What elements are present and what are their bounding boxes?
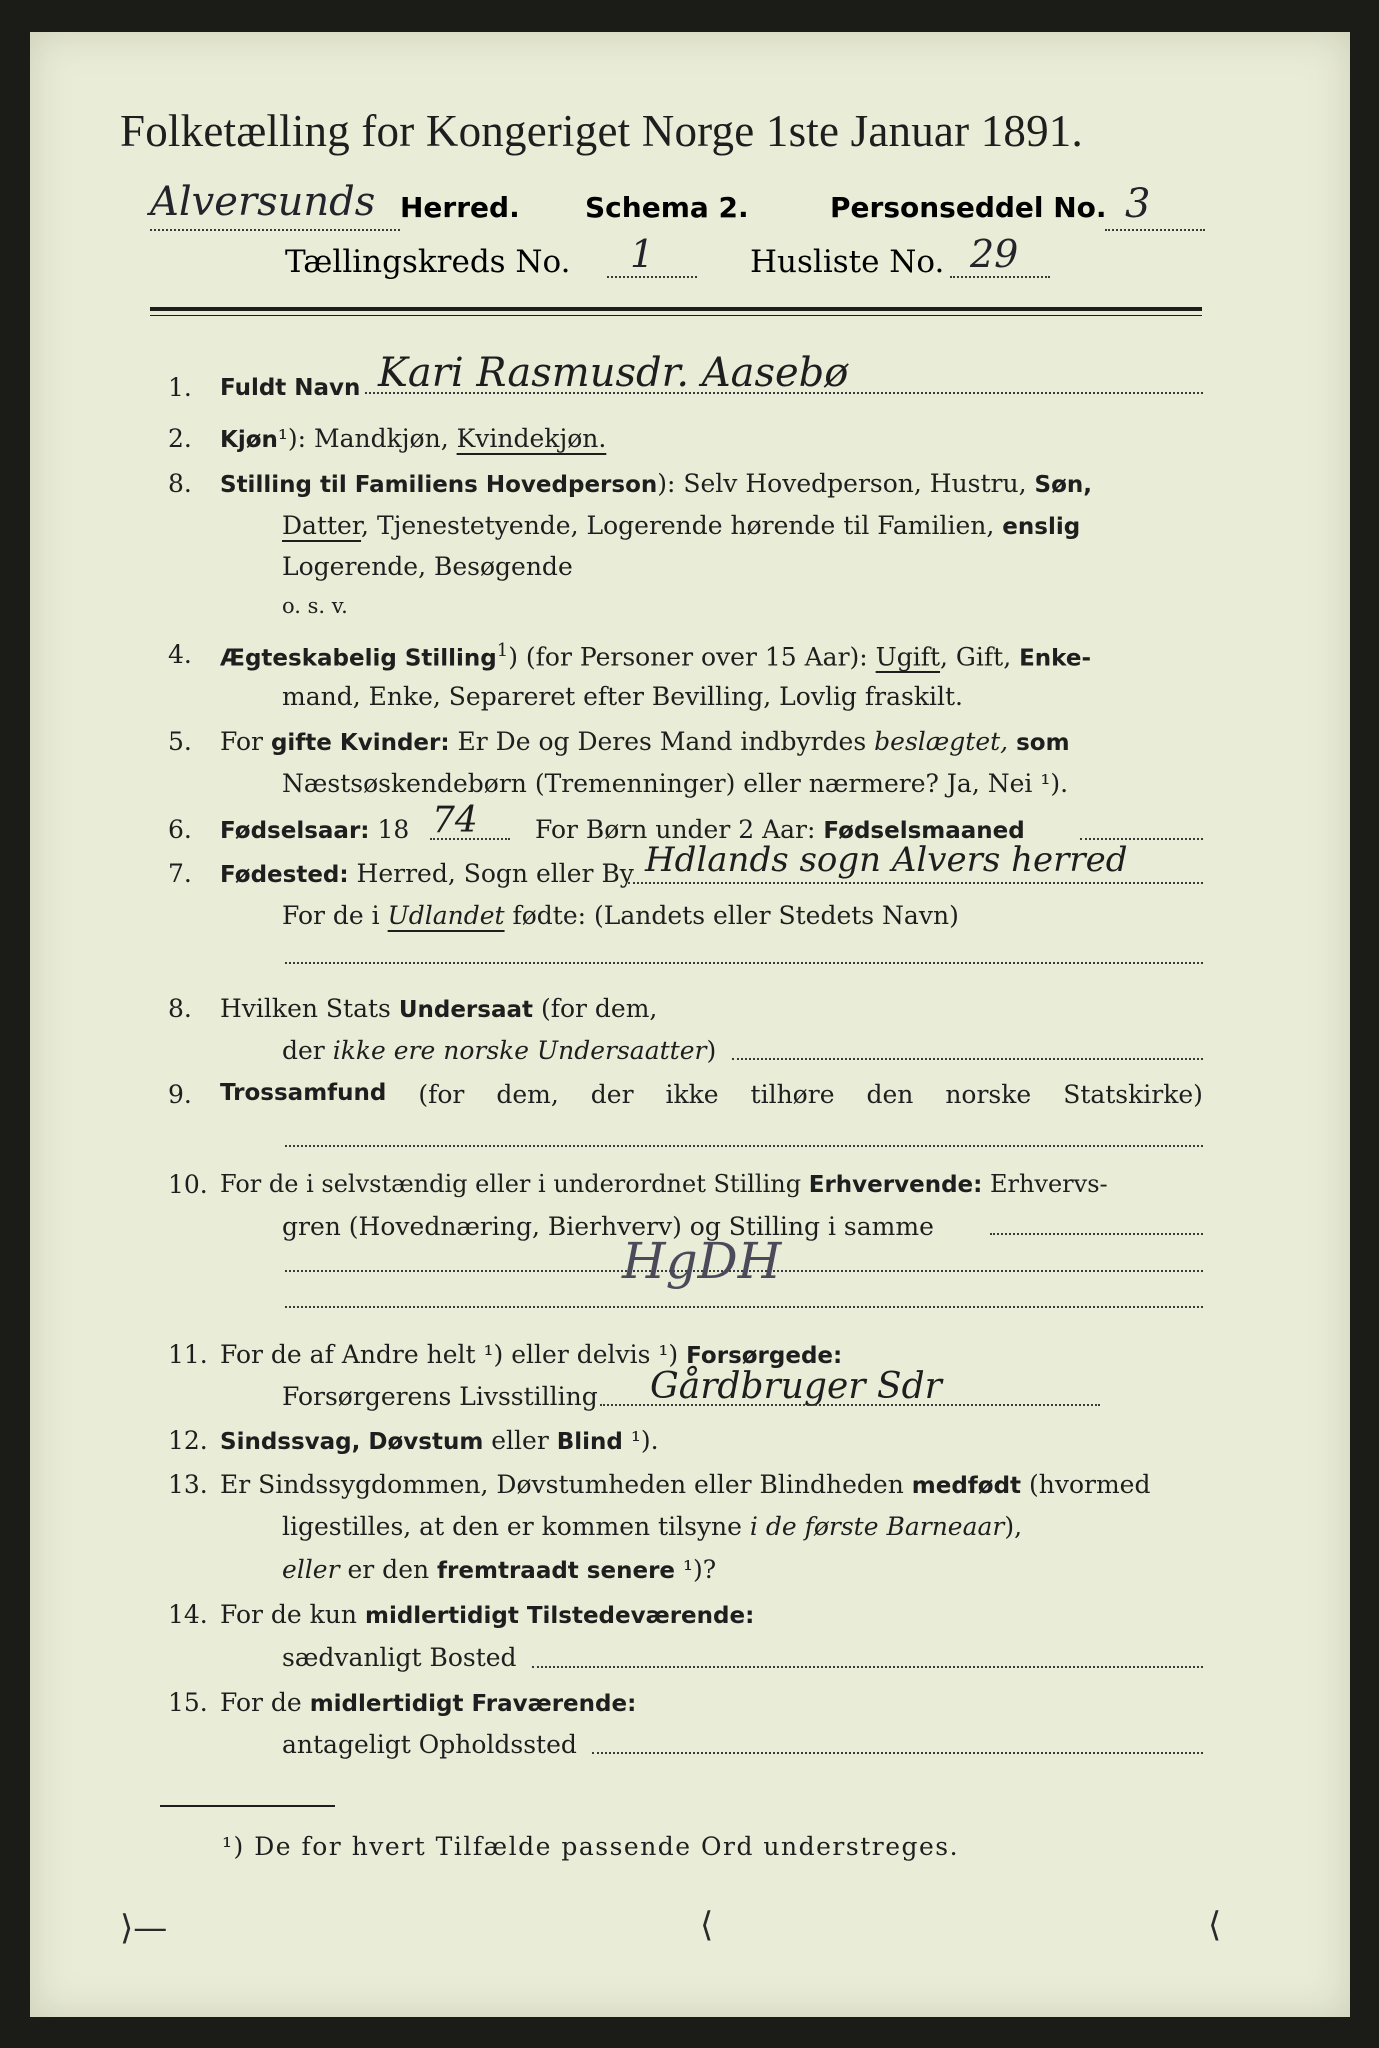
q1-line (365, 392, 1203, 394)
q13-line1 (220, 1470, 1150, 1499)
q15-line (592, 1752, 1203, 1754)
q4-ugift: Ugift (875, 642, 941, 672)
q3-options: ): Selv Hovedperson, Hustru, (657, 469, 1035, 498)
q9-line (220, 1080, 1203, 1109)
q14-line1 (220, 1600, 754, 1629)
q5-som: som (1008, 730, 1070, 756)
q11-label: Forsørgede: (686, 1343, 843, 1369)
q13-ligestilles: ligestilles, at den er kommen tilsyne (282, 1512, 750, 1541)
q2-label: Kjøn (220, 427, 278, 453)
q8-number: 8. (168, 994, 192, 1023)
q5-question: Er De og Deres Mand indbyrdes (449, 727, 875, 756)
q9-line-blank (285, 1145, 1203, 1147)
q10-intro: For de i selvstændig eller i underordnet Stilling (220, 1170, 809, 1198)
q3-son: Søn, (1034, 472, 1092, 498)
q9-word: norske (945, 1080, 1032, 1109)
husliste-line (950, 276, 1050, 278)
q15-line1 (220, 1688, 636, 1717)
kreds-row (285, 232, 1085, 285)
q2-sup: ¹ (277, 424, 288, 453)
q6-maaned-label: Fødselsmaaned (823, 818, 1025, 844)
q7-line1 (220, 859, 634, 888)
q3-line3: Logerende, Besøgende (282, 552, 573, 581)
q9-word: der (590, 1080, 634, 1109)
q6-number: 6. (168, 815, 192, 844)
q6-value: 74 (432, 800, 478, 841)
q6-under2: For Børn under 2 Aar: (535, 815, 824, 844)
q6-label: Fødselsaar: (220, 818, 370, 844)
q14-label: midlertidigt Tilstedeværende: (364, 1603, 755, 1629)
q11-line2: Forsørgerens Livsstilling (282, 1382, 598, 1411)
q11-line1 (220, 1340, 842, 1369)
kreds-line (607, 276, 697, 278)
q12-line (220, 1426, 659, 1455)
q10-line2: gren (Hovednæring, Bierhverv) og Stilling i samme (282, 1212, 934, 1241)
q2-number: 2. (168, 424, 192, 453)
q3-label: Stilling til Familiens Hovedperson (220, 472, 658, 498)
q5-for: For (220, 727, 271, 756)
q3-enslig: enslig (1002, 514, 1081, 540)
kreds-label: Tællingskreds No. (285, 244, 571, 280)
q7-tail: fødte: (Landets eller Stedets Navn) (504, 901, 959, 930)
q8-ikke: ikke ere norske Undersaatter (332, 1036, 707, 1065)
registration-mark-center: ⟨ (700, 1905, 714, 1945)
q9-word: den (866, 1080, 914, 1109)
q3-line2 (282, 511, 1080, 540)
q13-line2 (282, 1512, 1022, 1541)
q13-paren: ), (1004, 1512, 1023, 1541)
q5-line2: Næstsøskendebørn (Tremenninger) eller nærmere? Ja, Nei ¹). (282, 769, 1069, 798)
footnote: ¹) De for hvert Tilfælde passende Ord understreges. (222, 1832, 960, 1861)
q8-line1 (220, 994, 657, 1023)
q15-number: 15. (168, 1688, 208, 1717)
q12-eller: eller (483, 1426, 557, 1455)
herred-row (150, 179, 1210, 235)
q7-rest: Herred, Sogn eller By (348, 859, 634, 888)
kreds-value: 1 (630, 232, 655, 276)
herred-label: Herred. (400, 191, 520, 224)
q1-label: Fuldt Navn (220, 375, 361, 401)
q15-line2: antageligt Opholdssted (282, 1730, 577, 1759)
q12-number: 12. (168, 1426, 208, 1455)
q2-text (220, 424, 606, 453)
q8-der: der (282, 1036, 333, 1065)
q5-beslaegtet: beslægtet, (874, 727, 1009, 756)
q13-number: 13. (168, 1470, 208, 1499)
q14-number: 14. (168, 1600, 208, 1629)
q8-paren: ) (706, 1036, 717, 1065)
q8-label: Undersaat (398, 997, 533, 1023)
form-title: Folketælling for Kongeriget Norge 1ste Januar 1891. (120, 106, 1083, 156)
census-form-sheet (30, 32, 1350, 2017)
q9-word: dem, (496, 1080, 559, 1109)
q13-hvormed: (hvormed (1021, 1470, 1151, 1499)
header-rule-thin (150, 315, 1202, 316)
q7-udlandet: Udlandet (387, 901, 505, 930)
q10-line1 (220, 1170, 1108, 1198)
q9-word: tilhøre (750, 1080, 835, 1109)
q6-line (220, 815, 409, 844)
q3-options2: , Tjenestetyende, Logerende hørende til Familien, (361, 511, 1003, 540)
q13-barneaar: i de første Barneaar (749, 1512, 1005, 1541)
schema-label: Schema 2. (585, 191, 749, 224)
q11-number: 11. (168, 1340, 208, 1369)
q4-line2: mand, Enke, Separeret efter Bevilling, Lovlig fraskilt. (282, 682, 963, 711)
q1-number: 1. (168, 373, 192, 402)
q3-line4: o. s. v. (282, 594, 348, 618)
personseddel-value: 3 (1125, 181, 1151, 227)
q2-rest: ): Mandkjøn, (287, 424, 457, 453)
q6-prefix: 18 (369, 815, 410, 844)
q7-blank-line (285, 962, 1203, 964)
q10-stamp: HgDH (622, 1232, 782, 1290)
herred-line (150, 229, 400, 231)
q4-number: 4. (168, 640, 192, 669)
q7-value: Hdlands sogn Alvers herred (645, 840, 1128, 880)
q15-label: midlertidigt Fraværende: (309, 1691, 637, 1717)
q14-line2: sædvanligt Bosted (282, 1643, 517, 1672)
q2-option: Kvindekjøn. (456, 424, 607, 453)
q13-senere: fremtraadt senere (437, 1558, 676, 1584)
q15-intro: For de (220, 1688, 310, 1717)
q4-line1: Ægteskabelig Stilling$^1$) (for Personer over 15 Aar): Ugift, Gift, Enke- (220, 640, 1092, 672)
husliste-label: Husliste No. (750, 244, 945, 280)
q14-line (532, 1666, 1203, 1668)
q13-er-den: er den (339, 1555, 438, 1584)
registration-mark-right: ⟨ (1208, 1905, 1222, 1945)
q8-hvilken: Hvilken Stats (220, 994, 399, 1023)
q13-medfodt: medfødt (911, 1473, 1022, 1499)
q6-value-line (430, 838, 510, 840)
personseddel-line (1105, 229, 1205, 231)
q11-intro: For de af Andre helt ¹) eller delvis ¹) (220, 1340, 687, 1369)
q9-word: (for (418, 1080, 465, 1109)
q4-enke: Enke- (1019, 645, 1092, 672)
q12-label: Sindssvag, Døvstum (220, 1429, 484, 1455)
q3-datter: Datter (282, 511, 362, 540)
q12-tail: ¹). (622, 1426, 659, 1455)
q3-number: 8. (168, 469, 192, 498)
q11-value: Gårdbruger Sdr (650, 1366, 942, 1407)
q10-blank-line-2 (285, 1306, 1203, 1308)
q10-label: Erhvervende: (808, 1172, 983, 1198)
footnote-rule (160, 1805, 335, 1807)
q9-number: 9. (168, 1080, 192, 1109)
q13-intro: Er Sindssygdommen, Døvstumheden eller Blindheden (220, 1470, 912, 1499)
q1-value: Kari Rasmusdr. Aasebø (378, 350, 849, 396)
q5-line1 (220, 727, 1070, 756)
q14-intro: For de kun (220, 1600, 365, 1629)
q10-line (990, 1233, 1203, 1235)
q5-label: gifte Kvinder: (270, 730, 450, 756)
husliste-value: 29 (970, 232, 1019, 276)
q8-for-dem: (for dem, (533, 994, 658, 1023)
q8-line (732, 1058, 1203, 1060)
q4-gift: , Gift, (940, 642, 1020, 672)
q7-for: For de i (282, 901, 388, 930)
q13-tail: ¹)? (675, 1555, 717, 1584)
q3-line1 (220, 469, 1092, 498)
q9-word: ikke (665, 1080, 719, 1109)
q9-word: Statskirke) (1063, 1080, 1203, 1109)
q4-label: Ægteskabelig Stilling (220, 645, 497, 672)
q10-number: 10. (168, 1170, 208, 1199)
q7-number: 7. (168, 859, 192, 888)
q7-line (628, 882, 1203, 884)
q5-number: 5. (168, 727, 192, 756)
q12-blind: Blind (556, 1429, 623, 1455)
q7-line2 (282, 901, 959, 930)
q8-line2 (282, 1036, 716, 1065)
q13-eller: eller (282, 1555, 340, 1584)
q9-label: Trossamfund (220, 1080, 387, 1106)
q4-condition: ) (for Personer over 15 Aar): (508, 642, 876, 672)
q11-line (600, 1404, 1100, 1406)
registration-mark-left: ⟩— (120, 1908, 168, 1948)
q10-erhvervs: Erhvervs- (982, 1170, 1108, 1198)
q13-line3 (282, 1555, 716, 1584)
header-rule (150, 307, 1202, 311)
q7-label: Fødested: (220, 862, 349, 888)
herred-value: Alversunds (150, 179, 376, 225)
personseddel-label: Personseddel No. (830, 191, 1107, 224)
